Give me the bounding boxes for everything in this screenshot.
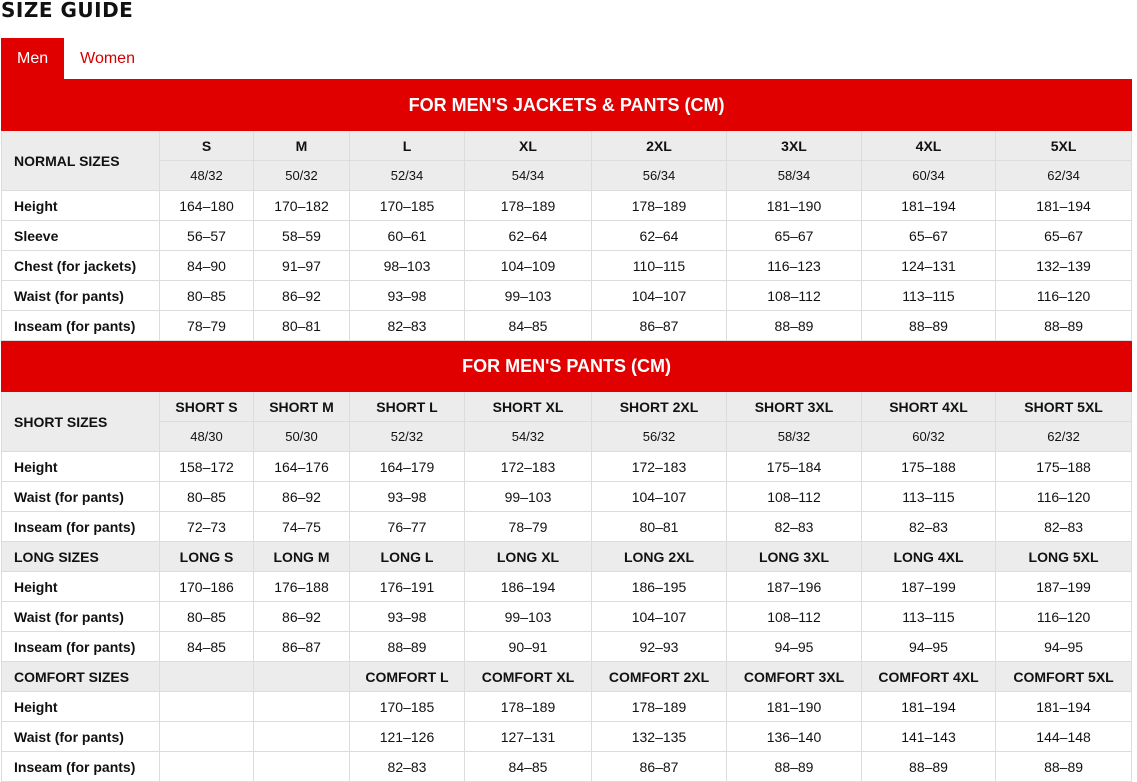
measure-label: Sleeve xyxy=(2,221,160,251)
table-row xyxy=(2,692,1132,722)
measure-value: 65–67 xyxy=(727,221,862,251)
measure-value: 132–139 xyxy=(996,251,1132,281)
measure-value: 82–83 xyxy=(350,311,465,341)
measure-value: 187–199 xyxy=(996,572,1132,602)
measure-value: 72–73 xyxy=(160,512,254,542)
measure-value: 175–188 xyxy=(862,452,996,482)
measure-label: Inseam (for pants) xyxy=(2,632,160,662)
size-code: 62/34 xyxy=(996,161,1132,191)
measure-value: 108–112 xyxy=(727,602,862,632)
size-code-row xyxy=(2,422,1132,452)
size-header: LONG 2XL xyxy=(592,542,727,572)
measure-label: Waist (for pants) xyxy=(2,722,160,752)
size-code: 48/32 xyxy=(160,161,254,191)
size-code: 54/32 xyxy=(465,422,592,452)
size-code: 58/32 xyxy=(727,422,862,452)
measure-value: 113–115 xyxy=(862,602,996,632)
table-row xyxy=(2,752,1132,782)
measure-value: 121–126 xyxy=(350,722,465,752)
size-header-row xyxy=(2,542,1132,572)
measure-value: 113–115 xyxy=(862,482,996,512)
measure-value: 158–172 xyxy=(160,452,254,482)
measure-value: 187–199 xyxy=(862,572,996,602)
size-header: SHORT 4XL xyxy=(862,392,996,422)
measure-value: 170–185 xyxy=(350,692,465,722)
measure-value: 92–93 xyxy=(592,632,727,662)
table-row xyxy=(2,311,1132,341)
measure-value: 178–189 xyxy=(592,692,727,722)
measure-value: 88–89 xyxy=(862,311,996,341)
measure-value: 164–176 xyxy=(254,452,350,482)
tab-women[interactable]: Women xyxy=(64,38,151,79)
size-header: 5XL xyxy=(996,131,1132,161)
measure-value: 82–83 xyxy=(350,752,465,782)
measure-value: 175–184 xyxy=(727,452,862,482)
size-code: 50/30 xyxy=(254,422,350,452)
measure-value: 93–98 xyxy=(350,281,465,311)
size-code: 48/30 xyxy=(160,422,254,452)
size-code: 60/32 xyxy=(862,422,996,452)
measure-value: 94–95 xyxy=(996,632,1132,662)
measure-label: Inseam (for pants) xyxy=(2,512,160,542)
measure-value: 178–189 xyxy=(465,191,592,221)
size-code: 58/34 xyxy=(727,161,862,191)
measure-value: 176–191 xyxy=(350,572,465,602)
measure-value: 116–120 xyxy=(996,482,1132,512)
size-code: 52/32 xyxy=(350,422,465,452)
size-header: COMFORT L xyxy=(350,662,465,692)
measure-value: 124–131 xyxy=(862,251,996,281)
table-row xyxy=(2,452,1132,482)
size-header: L xyxy=(350,131,465,161)
measure-value: 144–148 xyxy=(996,722,1132,752)
size-header xyxy=(160,662,254,692)
size-code: 54/34 xyxy=(465,161,592,191)
measure-value: 110–115 xyxy=(592,251,727,281)
measure-value: 78–79 xyxy=(160,311,254,341)
measure-value: 172–183 xyxy=(465,452,592,482)
measure-value: 78–79 xyxy=(465,512,592,542)
measure-value: 186–194 xyxy=(465,572,592,602)
tab-men[interactable]: Men xyxy=(1,38,64,79)
measure-value: 86–87 xyxy=(592,752,727,782)
size-group-label: COMFORT SIZES xyxy=(2,662,160,692)
measure-value: 82–83 xyxy=(996,512,1132,542)
size-header: M xyxy=(254,131,350,161)
size-header: XL xyxy=(465,131,592,161)
table-row xyxy=(2,191,1132,221)
measure-value: 170–185 xyxy=(350,191,465,221)
measure-value: 164–180 xyxy=(160,191,254,221)
table-row xyxy=(2,281,1132,311)
measure-value: 181–194 xyxy=(996,191,1132,221)
measure-label: Chest (for jackets) xyxy=(2,251,160,281)
measure-value: 98–103 xyxy=(350,251,465,281)
measure-label: Inseam (for pants) xyxy=(2,752,160,782)
measure-value: 141–143 xyxy=(862,722,996,752)
measure-value: 80–85 xyxy=(160,281,254,311)
measure-value: 108–112 xyxy=(727,482,862,512)
table-row xyxy=(2,602,1132,632)
size-code: 62/32 xyxy=(996,422,1132,452)
measure-value: 88–89 xyxy=(727,752,862,782)
size-code: 56/34 xyxy=(592,161,727,191)
measure-value: 56–57 xyxy=(160,221,254,251)
size-header: COMFORT 5XL xyxy=(996,662,1132,692)
size-group-label: NORMAL SIZES xyxy=(2,131,160,191)
measure-value: 65–67 xyxy=(862,221,996,251)
size-code-row xyxy=(2,161,1132,191)
measure-value: 80–85 xyxy=(160,482,254,512)
measure-value: 113–115 xyxy=(862,281,996,311)
measure-value: 175–188 xyxy=(996,452,1132,482)
measure-value: 84–90 xyxy=(160,251,254,281)
size-header-row xyxy=(2,131,1132,161)
table-row xyxy=(2,251,1132,281)
measure-label: Inseam (for pants) xyxy=(2,311,160,341)
page-title: SIZE GUIDE xyxy=(1,0,134,22)
size-header: SHORT M xyxy=(254,392,350,422)
measure-value xyxy=(254,692,350,722)
measure-value: 132–135 xyxy=(592,722,727,752)
size-header: 3XL xyxy=(727,131,862,161)
size-header: LONG 3XL xyxy=(727,542,862,572)
size-header-row xyxy=(2,392,1132,422)
measure-value: 82–83 xyxy=(862,512,996,542)
size-header: COMFORT XL xyxy=(465,662,592,692)
measure-value: 62–64 xyxy=(465,221,592,251)
size-header: LONG S xyxy=(160,542,254,572)
size-header: SHORT 2XL xyxy=(592,392,727,422)
measure-value: 65–67 xyxy=(996,221,1132,251)
measure-value: 116–120 xyxy=(996,281,1132,311)
measure-value: 88–89 xyxy=(862,752,996,782)
section-banner-jackets-pants: FOR MEN'S JACKETS & PANTS (CM) xyxy=(2,80,1132,131)
size-header: LONG 4XL xyxy=(862,542,996,572)
measure-value: 127–131 xyxy=(465,722,592,752)
measure-value: 172–183 xyxy=(592,452,727,482)
measure-value: 82–83 xyxy=(727,512,862,542)
measure-value: 93–98 xyxy=(350,482,465,512)
measure-value xyxy=(160,722,254,752)
measure-value: 91–97 xyxy=(254,251,350,281)
measure-value: 88–89 xyxy=(350,632,465,662)
measure-value: 86–92 xyxy=(254,602,350,632)
measure-value: 93–98 xyxy=(350,602,465,632)
measure-value: 164–179 xyxy=(350,452,465,482)
measure-value: 104–107 xyxy=(592,281,727,311)
section-banner-jackets-pants-row xyxy=(2,80,1132,131)
size-code: 50/32 xyxy=(254,161,350,191)
measure-value: 104–107 xyxy=(592,602,727,632)
measure-label: Height xyxy=(2,191,160,221)
measure-value: 136–140 xyxy=(727,722,862,752)
measure-label: Height xyxy=(2,692,160,722)
measure-value: 176–188 xyxy=(254,572,350,602)
measure-value: 99–103 xyxy=(465,482,592,512)
size-header: LONG 5XL xyxy=(996,542,1132,572)
measure-value: 90–91 xyxy=(465,632,592,662)
size-header-row xyxy=(2,662,1132,692)
measure-value: 181–190 xyxy=(727,191,862,221)
measure-label: Waist (for pants) xyxy=(2,482,160,512)
measure-value: 74–75 xyxy=(254,512,350,542)
measure-label: Height xyxy=(2,452,160,482)
size-header: LONG L xyxy=(350,542,465,572)
size-header: LONG XL xyxy=(465,542,592,572)
table-row xyxy=(2,221,1132,251)
size-header: 4XL xyxy=(862,131,996,161)
size-header: S xyxy=(160,131,254,161)
measure-value: 181–194 xyxy=(996,692,1132,722)
measure-value: 88–89 xyxy=(996,752,1132,782)
measure-value: 181–190 xyxy=(727,692,862,722)
measure-value: 104–107 xyxy=(592,482,727,512)
measure-value: 84–85 xyxy=(465,752,592,782)
size-header: 2XL xyxy=(592,131,727,161)
measure-value xyxy=(254,722,350,752)
gender-tabs xyxy=(1,38,151,79)
measure-value: 187–196 xyxy=(727,572,862,602)
measure-value: 178–189 xyxy=(465,692,592,722)
measure-value: 86–92 xyxy=(254,281,350,311)
measure-value: 178–189 xyxy=(592,191,727,221)
measure-value: 108–112 xyxy=(727,281,862,311)
measure-value: 181–194 xyxy=(862,692,996,722)
measure-value: 80–85 xyxy=(160,602,254,632)
measure-label: Height xyxy=(2,572,160,602)
measure-value xyxy=(160,692,254,722)
size-code: 52/34 xyxy=(350,161,465,191)
measure-value: 88–89 xyxy=(996,311,1132,341)
section-banner-pants: FOR MEN'S PANTS (CM) xyxy=(2,341,1132,392)
measure-value: 88–89 xyxy=(727,311,862,341)
measure-value: 186–195 xyxy=(592,572,727,602)
measure-value: 84–85 xyxy=(160,632,254,662)
table-row xyxy=(2,482,1132,512)
size-header: SHORT XL xyxy=(465,392,592,422)
table-row xyxy=(2,512,1132,542)
size-header: COMFORT 2XL xyxy=(592,662,727,692)
measure-value: 76–77 xyxy=(350,512,465,542)
measure-value: 94–95 xyxy=(727,632,862,662)
measure-value: 170–186 xyxy=(160,572,254,602)
size-code: 56/32 xyxy=(592,422,727,452)
size-code: 60/34 xyxy=(862,161,996,191)
measure-label: Waist (for pants) xyxy=(2,281,160,311)
size-header: SHORT 3XL xyxy=(727,392,862,422)
size-header: COMFORT 4XL xyxy=(862,662,996,692)
size-header: SHORT 5XL xyxy=(996,392,1132,422)
size-header: COMFORT 3XL xyxy=(727,662,862,692)
size-group-label: SHORT SIZES xyxy=(2,392,160,452)
measure-label: Waist (for pants) xyxy=(2,602,160,632)
table-row xyxy=(2,572,1132,602)
section-banner-pants-row xyxy=(2,341,1132,392)
measure-value: 86–87 xyxy=(254,632,350,662)
size-table xyxy=(1,79,1132,782)
measure-value: 99–103 xyxy=(465,281,592,311)
measure-value: 62–64 xyxy=(592,221,727,251)
size-header: SHORT L xyxy=(350,392,465,422)
measure-value: 181–194 xyxy=(862,191,996,221)
measure-value: 86–87 xyxy=(592,311,727,341)
table-row xyxy=(2,722,1132,752)
size-header: LONG M xyxy=(254,542,350,572)
measure-value: 80–81 xyxy=(592,512,727,542)
measure-value: 60–61 xyxy=(350,221,465,251)
measure-value: 80–81 xyxy=(254,311,350,341)
size-header xyxy=(254,662,350,692)
measure-value: 104–109 xyxy=(465,251,592,281)
measure-value: 170–182 xyxy=(254,191,350,221)
measure-value: 99–103 xyxy=(465,602,592,632)
measure-value: 116–123 xyxy=(727,251,862,281)
measure-value: 94–95 xyxy=(862,632,996,662)
measure-value xyxy=(160,752,254,782)
measure-value: 116–120 xyxy=(996,602,1132,632)
measure-value: 58–59 xyxy=(254,221,350,251)
table-row xyxy=(2,632,1132,662)
size-header: SHORT S xyxy=(160,392,254,422)
measure-value: 84–85 xyxy=(465,311,592,341)
measure-value xyxy=(254,752,350,782)
measure-value: 86–92 xyxy=(254,482,350,512)
size-group-label: LONG SIZES xyxy=(2,542,160,572)
